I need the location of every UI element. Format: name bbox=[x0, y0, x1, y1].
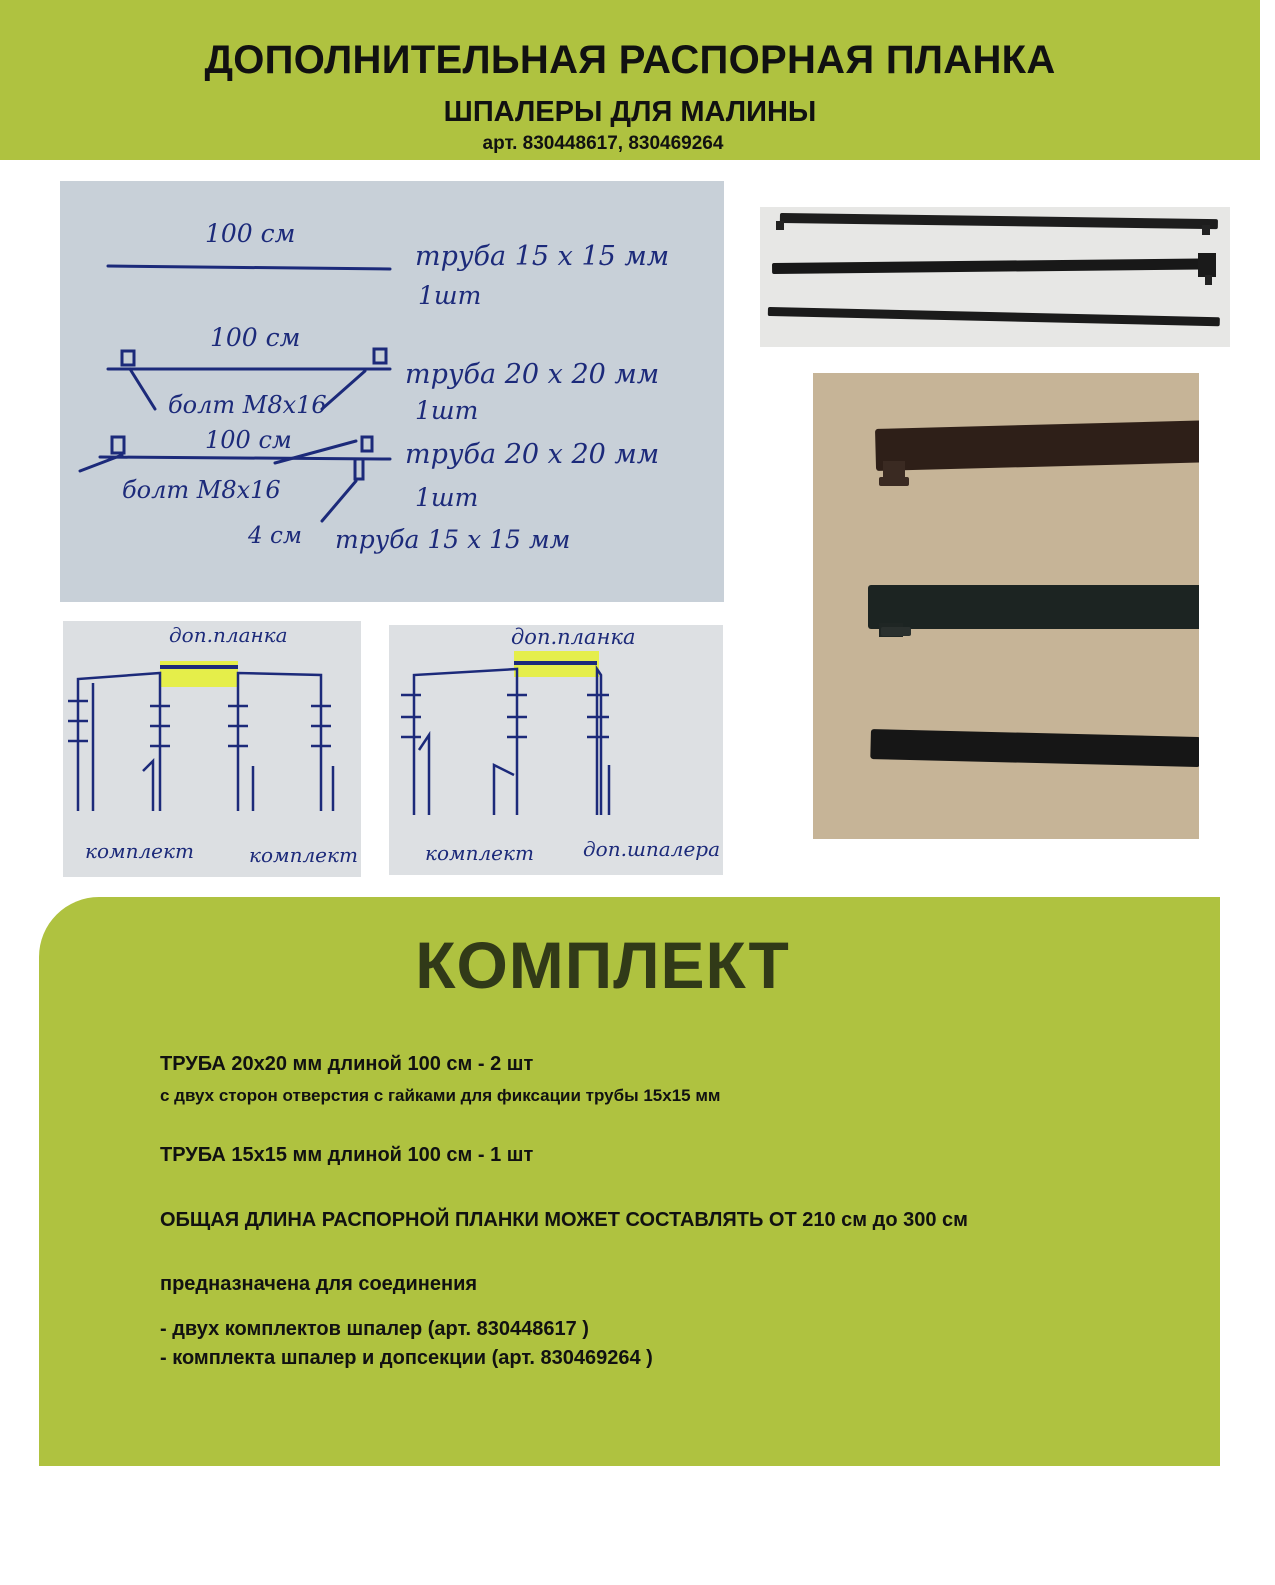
row2-length: 100 см bbox=[210, 323, 301, 352]
kit-use-kit-and-section: - комплекта шпалер и допсекции (арт. 830469264 ) bbox=[160, 1347, 653, 1369]
page-subtitle: ШПАЛЕРЫ ДЛЯ МАЛИНЫ bbox=[443, 96, 817, 128]
kit-item-pipe-20: ТРУБА 20х20 мм длиной 100 см - 2 шт bbox=[160, 1053, 534, 1075]
sketch-left-label-left: комплект bbox=[85, 839, 194, 863]
sketch-right-label-left: комплект bbox=[425, 841, 534, 865]
photo-pipe-ends-closeup-image bbox=[813, 373, 1199, 839]
row3-qty: 1шт bbox=[415, 483, 479, 512]
page-title: ДОПОЛНИТЕЛЬНАЯ РАСПОРНАЯ ПЛАНКА bbox=[204, 38, 1056, 82]
article-numbers: арт. 830448617, 830469264 bbox=[482, 133, 724, 154]
kit-section bbox=[39, 897, 1220, 1466]
row1-qty: 1шт bbox=[418, 281, 482, 310]
header-banner bbox=[0, 0, 1260, 160]
photo-three-pipes bbox=[760, 207, 1230, 347]
photo-pipe-ends-closeup bbox=[813, 373, 1199, 839]
row1-length: 100 см bbox=[205, 219, 296, 248]
photo-three-pipes-image bbox=[760, 207, 1230, 347]
row2-pipe: труба 20 х 20 мм bbox=[405, 359, 660, 390]
row3-bolt: болт М8х16 bbox=[122, 476, 281, 504]
kit-item-pipe-20-note: с двух сторон отверстия с гайками для фиксации трубы 15х15 мм bbox=[160, 1086, 721, 1105]
sketch-right-label-top: доп.планка bbox=[511, 625, 636, 649]
kit-total-length: ОБЩАЯ ДЛИНА РАСПОРНОЙ ПЛАНКИ МОЖЕТ СОСТАВЛЯТЬ ОТ 210 см до 300 см bbox=[160, 1209, 968, 1231]
row3-length: 100 см bbox=[205, 426, 292, 454]
kit-item-pipe-15: ТРУБА 15х15 мм длиной 100 см - 1 шт bbox=[160, 1144, 534, 1166]
row2-bolt: болт М8х16 bbox=[168, 391, 327, 419]
kit-use-two-kits: - двух комплектов шпалер (арт. 830448617 ) bbox=[160, 1318, 589, 1340]
row3-insert-length: 4 см bbox=[248, 523, 302, 549]
kit-purpose: предназначена для соединения bbox=[160, 1273, 478, 1295]
sketch-right-label-right: доп.шпалера bbox=[583, 837, 721, 861]
sketch-left-label-top: доп.планка bbox=[169, 623, 288, 647]
row2-qty: 1шт bbox=[415, 396, 479, 425]
trellis-sketch-kit-extra bbox=[389, 625, 723, 875]
sketch-left-label-right: комплект bbox=[249, 843, 358, 867]
row3-pipe: труба 20 х 20 мм bbox=[405, 439, 660, 470]
kit-title: КОМПЛЕКТ bbox=[415, 928, 790, 1002]
row3-insert-pipe: труба 15 х 15 мм bbox=[335, 525, 571, 554]
row1-pipe: труба 15 х 15 мм bbox=[415, 241, 670, 272]
dimension-sketch bbox=[60, 181, 724, 602]
trellis-sketch-two-kits bbox=[63, 621, 361, 877]
